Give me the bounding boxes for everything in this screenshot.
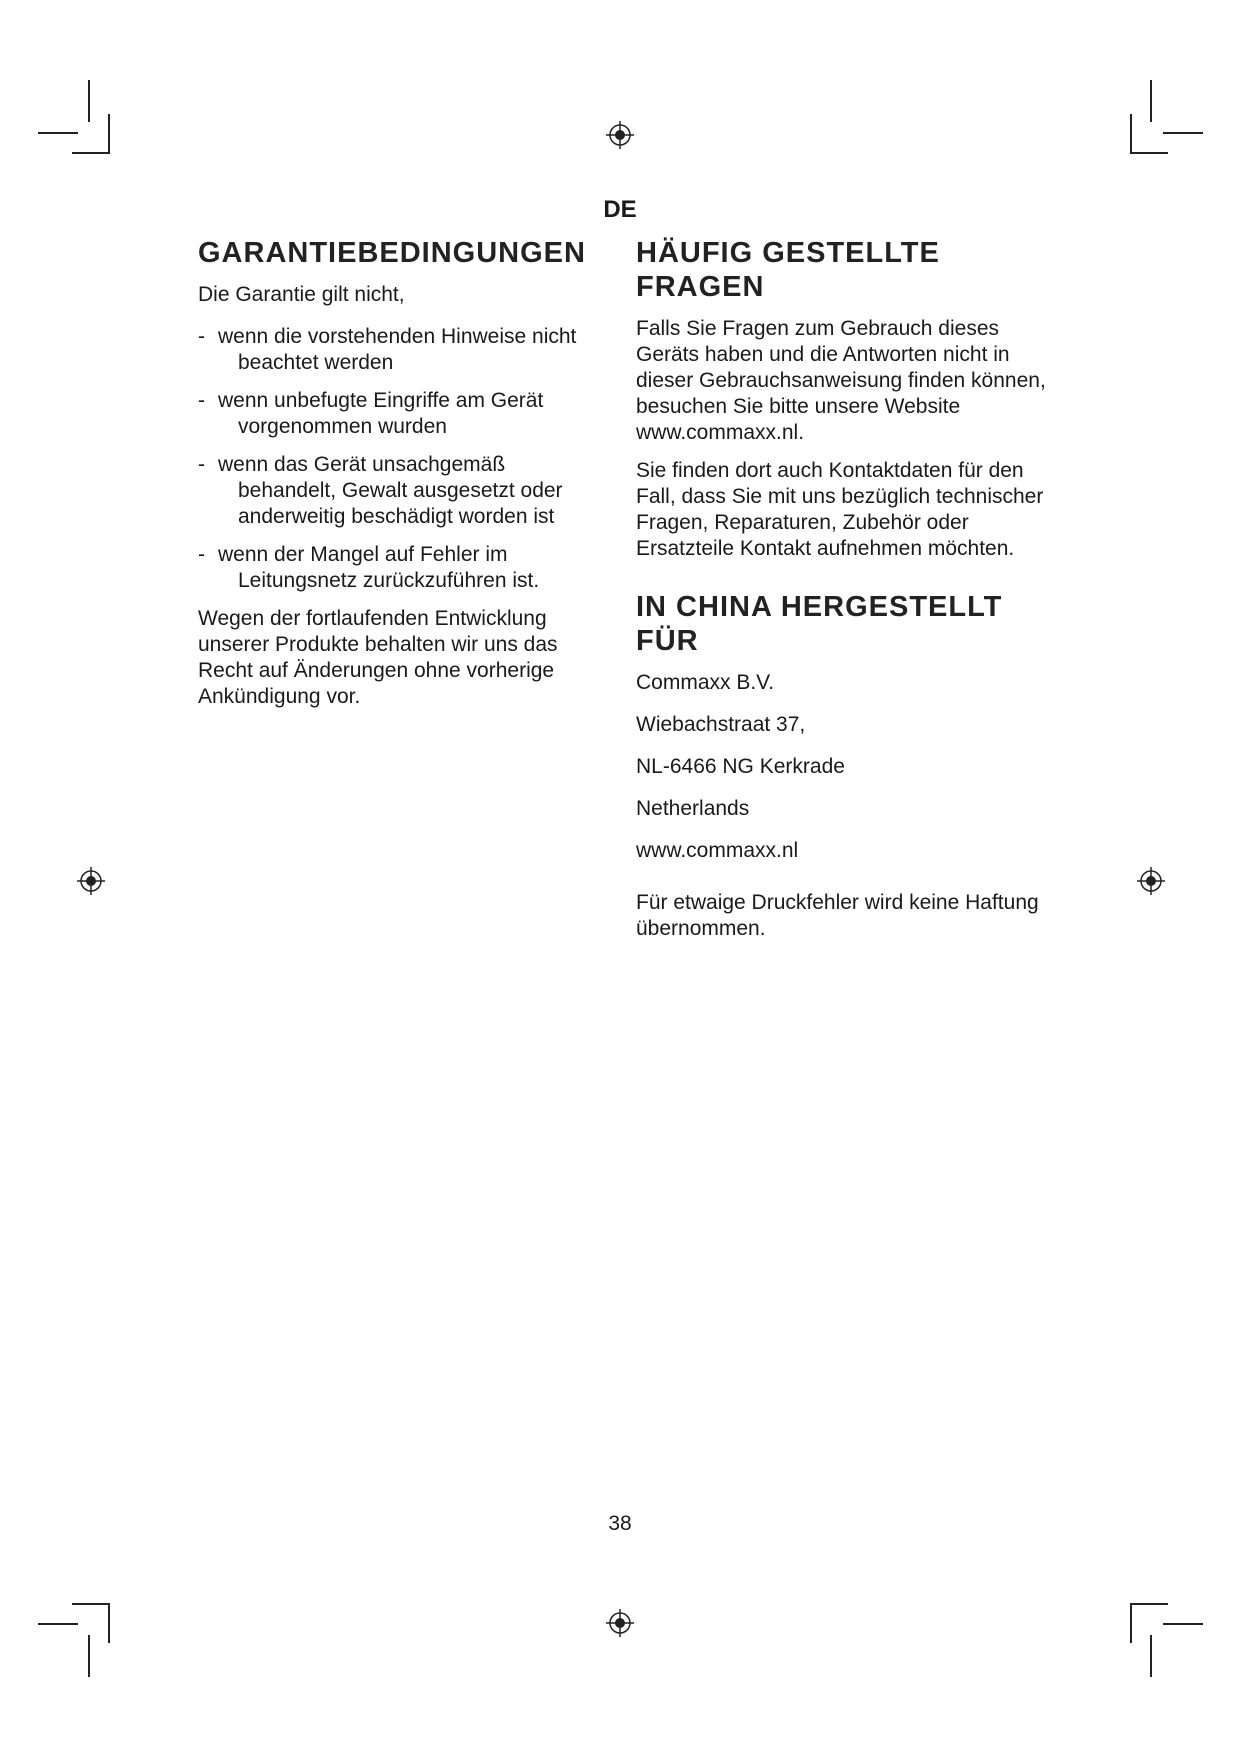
warranty-heading: GARANTIEBEDINGUNGEN [198,237,586,269]
manufacturer-address [636,670,1056,864]
faq-paragraph: Sie finden dort auch Kontaktdaten für den Fall, dass Sie mit uns bezüglich technischer Fragen, Reparaturen, Zubehör oder Ersatzteile Kontakt aufnehmen möchten. [636,459,1044,560]
registration-mark-icon [605,1608,635,1638]
list-item: - wenn der Mangel auf Fehler im Leitungsnetz zurückzuführen ist. [198,543,540,592]
address-company: Commaxx B.V. [636,671,775,694]
disclaimer: Für etwaige Druckfehler wird keine Haftung übernommen. [636,891,1039,940]
manufacturer-heading: IN CHINA HERGESTELLT FÜR [636,591,1003,657]
registration-mark-icon [605,120,635,150]
faq-paragraph: Falls Sie Fragen zum Gebrauch dieses Geräts haben und die Antworten nicht in dieser Gebrauchsanweisung finden können, besuchen Sie bitte unsere Website www.commaxx.nl. [636,317,1046,444]
address-street: Wiebachstraat 37, [636,713,806,736]
address-city: NL-6466 NG Kerkrade [636,755,845,778]
warranty-exclusions-list [198,324,598,594]
warranty-section [198,236,598,710]
language-tag: DE [603,196,637,223]
address-website: www.commaxx.nl [636,839,799,862]
address-country: Netherlands [636,797,750,820]
list-item: - wenn unbefugte Eingriffe am Gerät vorgenommen wurden [198,389,544,438]
warranty-outro: Wegen der fortlaufenden Entwicklung unserer Produkte behalten wir uns das Recht auf Änderungen ohne vorherige Ankündigung vor. [198,607,558,708]
faq-section [636,236,1056,942]
list-item: - wenn die vorstehenden Hinweise nicht beachtet werden [198,325,577,374]
faq-heading: HÄUFIG GESTELLTE FRAGEN [636,237,940,303]
list-item: - wenn das Gerät unsachgemäß behandelt, Gewalt ausgesetzt oder anderweitig beschädigt worden ist [198,453,563,528]
registration-mark-icon [76,866,106,896]
page-number: 38 [608,1512,632,1535]
registration-mark-icon [1136,866,1166,896]
warranty-intro: Die Garantie gilt nicht, [198,283,405,306]
